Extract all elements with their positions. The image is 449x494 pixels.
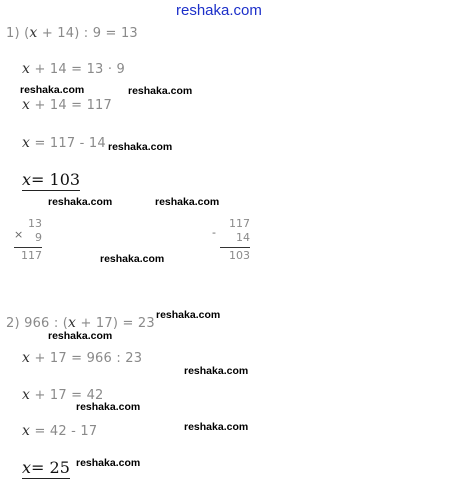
watermark: reshaka.com: [184, 421, 249, 433]
answer-value: = 103: [31, 170, 81, 189]
watermark: reshaka.com: [48, 330, 113, 342]
operand-b: 14: [236, 231, 250, 244]
equation-rest: + 14 = 117: [34, 98, 112, 113]
result: 103: [229, 249, 250, 262]
column-multiplication: [14, 217, 42, 263]
operand-b: 9: [35, 231, 42, 244]
variable-x: x: [68, 315, 77, 331]
answer-value: = 25: [31, 458, 70, 477]
equation-rest: + 17) = 23: [80, 316, 155, 331]
watermark: reshaka.com: [48, 196, 113, 208]
equation-rest: + 17 = 966 : 23: [34, 351, 143, 366]
variable-x: x: [22, 135, 31, 151]
equation-rest: = 42 - 17: [34, 424, 98, 439]
problem2-step3: [22, 423, 97, 439]
watermark: reshaka.com: [108, 141, 173, 153]
watermark: reshaka.com: [156, 309, 221, 321]
watermark: reshaka.com: [184, 365, 249, 377]
result-line: [14, 247, 42, 248]
equation-rest: + 17 = 42: [34, 388, 104, 403]
operand-a: 13: [28, 217, 42, 230]
problem1-step1: [22, 61, 125, 77]
operand-a: 117: [229, 217, 250, 230]
variable-x: x: [29, 25, 38, 41]
equation-pre: 966 : (: [24, 316, 69, 331]
watermark-top: reshaka.com: [176, 2, 262, 19]
result: 117: [21, 249, 42, 262]
open-paren: (: [24, 26, 30, 41]
variable-x: x: [22, 387, 31, 403]
problem1-step2: [22, 97, 112, 113]
variable-x: x: [22, 61, 31, 77]
watermark: reshaka.com: [128, 85, 193, 97]
watermark: reshaka.com: [155, 196, 220, 208]
variable-x: x: [22, 170, 32, 189]
variable-x: x: [22, 458, 32, 477]
watermark: reshaka.com: [20, 84, 85, 96]
variable-x: x: [22, 350, 31, 366]
equation-rest: + 14 = 13 · 9: [34, 62, 125, 77]
variable-x: x: [22, 97, 31, 113]
equation-rest: + 14) : 9 = 13: [41, 26, 138, 41]
multiply-sign: ×: [14, 228, 24, 241]
watermark: reshaka.com: [76, 401, 141, 413]
result-line: [220, 247, 250, 248]
variable-x: x: [22, 423, 31, 439]
problem2-header: [6, 315, 155, 331]
minus-sign: -: [212, 226, 216, 239]
problem1-step3: [22, 135, 106, 151]
problem1-answer: [22, 170, 80, 191]
column-subtraction: [220, 217, 250, 263]
problem-number: 1): [6, 26, 20, 41]
equation-rest: = 117 - 14: [34, 136, 106, 151]
problem-number: 2): [6, 316, 20, 331]
watermark: reshaka.com: [100, 253, 165, 265]
problem2-step1: [22, 350, 142, 366]
problem2-answer: [22, 458, 70, 479]
watermark: reshaka.com: [76, 457, 141, 469]
problem1-header: [6, 25, 138, 41]
